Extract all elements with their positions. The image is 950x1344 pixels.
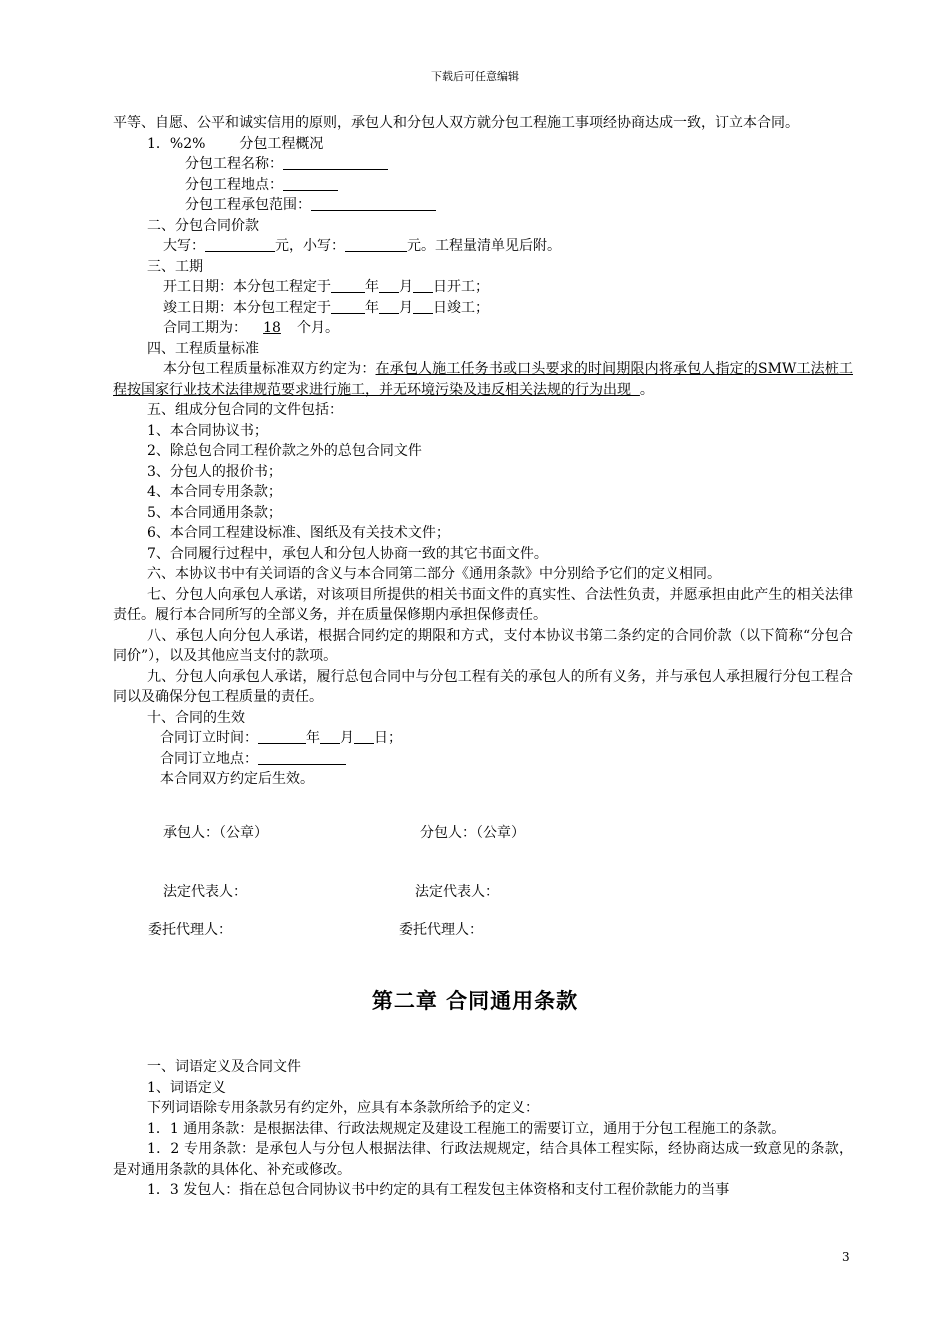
page-number: 3 [842,1250,850,1264]
project-place-label: 分包工程地点： [185,176,283,193]
doc-item-4: 4、本合同专用条款； [147,484,282,500]
sign-year-label: 年 [306,730,320,746]
quality-text: 在承包人施工任务书或口头要求的时间期限内将承包人指定的SMW工法桩工程按国家行业技术法律规范要求进行施工，并无环境污染及违反相关法规的行为出现 [113,361,853,398]
project-scope-line [113,195,853,216]
doc-item-7: 7、合同履行过程中，承包人和分包人协商一致的其它书面文件。 [147,545,548,562]
intro-paragraph: 平等、自愿、公平和诚实信用的原则，承包人和分包人双方就分包工程施工事项经协商达成一致，订立本合同。 [113,115,799,131]
section-4-title: 四、工程质量标准 [147,340,259,357]
end-day-label: 日竣工； [433,299,489,316]
project-place-blank [283,176,338,191]
section-8: 八、承包人向分包人承诺，根据合同约定的期限和方式，支付本协议书第二条约定的合同价款（以下简称“分包合同价”），以及其他应当支付的款项。 [113,627,853,664]
doc-item-2: 2、除总包合同工程价款之外的总包合同文件 [147,443,422,459]
end-year-blank [331,299,365,314]
section-5-title: 五、组成分包合同的文件包括： [147,402,343,418]
sign-month-label: 月 [340,730,354,746]
doc-item-5: 5、本合同通用条款； [147,504,282,521]
start-year-label: 年 [365,279,379,295]
chapter-title: 第二章 合同通用条款 [371,988,579,1013]
period-line [113,318,853,339]
start-month-blank [379,278,399,293]
end-month-label: 月 [399,299,413,316]
end-day-blank [413,299,433,314]
project-scope-label: 分包工程承包范围： [185,197,311,213]
project-scope-blank [311,196,436,211]
start-date-label: 开工日期：本分包工程定于 [163,279,331,295]
start-month-label: 月 [399,279,413,295]
term-1-2: 1．2 专用条款：是承包人与分包人根据法律、行政法规规定，结合具体工程实际，经协商达成一致意见的条款，是对通用条款的具体化、补充或修改。 [113,1141,853,1178]
terms-heading: 一、词语定义及合同文件 [147,1059,301,1075]
terms-subheading: 1、词语定义 [147,1079,226,1096]
period-label: 合同工期为： [163,320,247,336]
start-day-label: 日开工； [433,279,489,295]
section-2-title: 二、分包合同价款 [147,217,259,234]
price-small-label: 元，小写： [275,238,345,254]
term-1-1: 1．1 通用条款：是根据法律、行政法规规定及建设工程施工的需要订立，通用于分包工程施工的条款。 [147,1120,786,1137]
doc-item-1: 1、本合同协议书； [147,422,268,439]
section-6: 六、本协议书中有关词语的含义与本合同第二部分《通用条款》中分别给予它们的定义相同。 [147,566,721,582]
section-9: 九、分包人向承包人承诺，履行总包合同中与分包工程有关的承包人的所有义务，并与承包人承担履行分包工程合同以及确保分包工程质量的责任。 [113,668,853,705]
effect-line: 本合同双方约定后生效。 [160,771,314,787]
period-unit: 个月。 [297,320,339,336]
subcontractor-legal-rep: 法定代表人： [415,884,499,900]
price-line [113,236,853,257]
sign-month-blank [320,729,340,744]
section-3-title: 三、工期 [147,258,203,275]
doc-item-3: 3、分包人的报价书； [147,463,282,480]
contractor-seal: 承包人：（公章） [163,825,268,841]
end-year-label: 年 [365,299,379,316]
project-place-line [113,175,853,196]
project-name-line [113,154,853,175]
quality-lead: 本分包工程质量标准双方约定为： [163,361,376,377]
project-name-blank [283,155,388,170]
start-date-line [113,277,853,298]
section-7: 七、分包人向承包人承诺，对该项目所提供的相关书面文件的真实性、合法性负责，并愿承担由此产生的相关法律责任。履行本合同所写的全部义务，并在质量保修期内承担保修责任。 [113,586,853,623]
subcontractor-seal: 分包人：（公章） [420,825,525,841]
quality-end: 。 [639,381,654,398]
price-tail: 元。工程量清单见后附。 [407,238,561,254]
sign-year-blank [258,729,306,744]
end-date-line [113,298,853,319]
page-header: 下载后可任意编辑 [431,70,519,83]
sign-place-line [113,749,853,770]
sign-day-label: 日； [374,730,402,746]
agreement-body [113,113,853,790]
section-1-title [113,134,853,155]
general-terms [113,1057,853,1201]
term-1-3: 1．3 发包人：指在总包合同协议书中约定的具有工程发包主体资格和支付工程价款能力的当事 [147,1182,730,1198]
section-10-title: 十、合同的生效 [147,709,245,726]
terms-intro: 下列词语除专用条款另有约定外，应具有本条款所给予的定义： [147,1100,539,1116]
section-1-label: 分包工程概况 [239,135,324,152]
sign-place-label: 合同订立地点： [160,750,258,767]
contractor-agent: 委托代理人： [148,922,232,938]
end-month-blank [379,299,399,314]
sign-place-blank [258,750,346,765]
period-value: 18 [263,320,281,336]
contractor-legal-rep: 法定代表人： [163,884,247,900]
end-date-label: 竣工日期：本分包工程定于 [163,299,331,316]
doc-item-6: 6、本合同工程建设标准、图纸及有关技术文件； [147,525,450,541]
price-big-label: 大写： [163,238,205,254]
sign-time-label: 合同订立时间： [160,730,258,746]
price-small-blank [345,237,407,252]
section-1-number: 1．%2% [147,135,206,152]
project-name-label: 分包工程名称： [185,156,283,172]
subcontractor-agent: 委托代理人： [399,922,483,938]
start-year-blank [331,278,365,293]
start-day-blank [413,278,433,293]
price-big-blank [205,237,275,252]
quality-standard [113,359,853,400]
sign-time-line [113,728,853,749]
sign-day-blank [354,729,374,744]
